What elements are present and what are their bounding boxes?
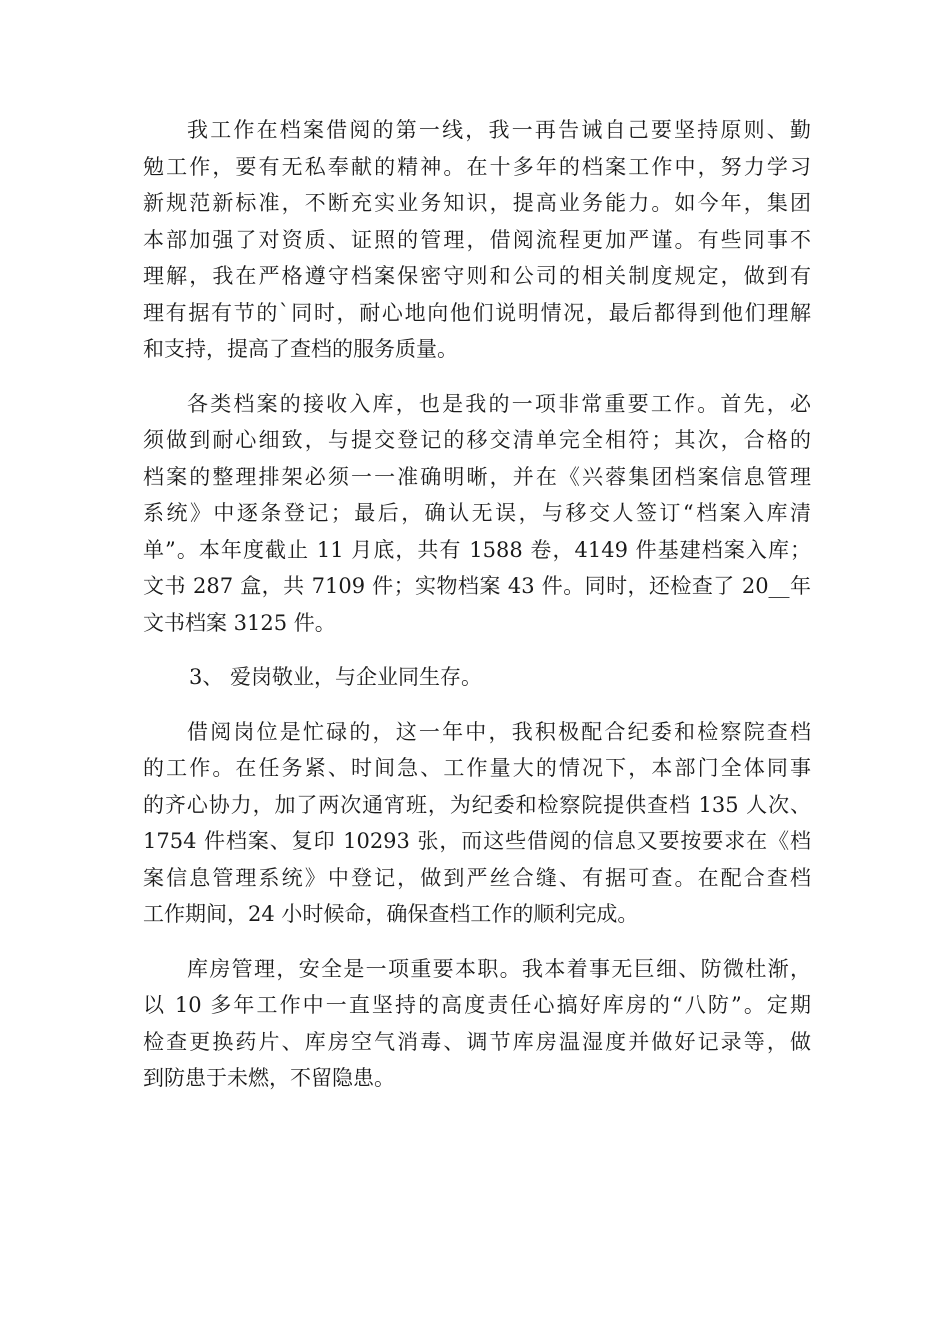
document-body [143,112,811,1115]
text-line: 系统》中逐条登记；最后，确认无误，与移交人签订“档案入库清 [143,501,811,525]
paragraph-archive-lending [143,112,811,368]
text-line: 案信息管理系统》中登记，做到严丝合缝、有据可查。在配合查档 [143,865,811,890]
text-line: 各类档案的接收入库，也是我的一项非常重要工作。首先，必 [187,391,811,416]
text-line: 我工作在档案借阅的第一线，我一再告诫自己要坚持原则、勤 [187,118,811,142]
text-line: 文书 287 盒，共 7109 件；实物档案 43 件。同时，还检查了 20__年 [143,574,811,598]
text-line: 本部加强了对资质、证照的管理，借阅流程更加严谨。有些同事不 [143,227,811,252]
paragraph-storage-management [143,951,811,1097]
text-line: 新规范新标准，不断充实业务知识，提高业务能力。如今年，集团 [143,191,811,215]
paragraph-archive-intake [143,386,811,642]
text-line: 库房管理，安全是一项重要本职。我本着事无巨细、防微杜渐， [187,956,811,981]
text-line: 理有据有节的`同时，耐心地向他们说明情况，最后都得到他们理解 [143,300,811,325]
text-line: 以 10 多年工作中一直坚持的高度责任心搞好库房的“八防”。定期 [143,993,811,1017]
text-line: 和支持，提高了查档的服务质量。 [143,337,458,361]
text-line: 1754 件档案、复印 10293 张，而这些借阅的信息又要按要求在《档 [143,829,811,853]
paragraph-lending-duty [143,714,811,933]
text-line: 档案的整理排架必须一一准确明晰，并在《兴蓉集团档案信息管理 [143,464,811,489]
text-line: 工作期间，24 小时候命，确保查档工作的顺利完成。 [143,902,639,926]
section-heading-text: 3、 爱岗敬业，与企业同生存。 [189,665,483,689]
text-line: 的工作。在任务紧、时间急、工作量大的情况下，本部门全体同事 [143,756,811,780]
text-line: 的齐心协力，加了两次通宵班，为纪委和检察院提供查档 135 人次、 [143,792,811,817]
text-line: 借阅岗位是忙碌的，这一年中，我积极配合纪委和检察院查档 [187,719,811,744]
text-line: 理解，我在严格遵守档案保密守则和公司的相关制度规定，做到有 [143,264,811,288]
section-heading [143,659,811,696]
text-line: 文书档案 3125 件。 [143,610,336,635]
text-line: 到防患于未燃，不留隐患。 [143,1066,395,1090]
text-line: 检查更换药片、库房空气消毒、调节库房温湿度并做好记录等，做 [143,1029,811,1054]
text-line: 单”。本年度截止 11 月底，共有 1588 卷，4149 件基建档案入库； [143,537,811,562]
text-line: 勉工作，要有无私奉献的精神。在十多年的档案工作中，努力学习 [143,154,811,179]
text-line: 须做到耐心细致，与提交登记的移交清单完全相符；其次，合格的 [143,428,811,452]
